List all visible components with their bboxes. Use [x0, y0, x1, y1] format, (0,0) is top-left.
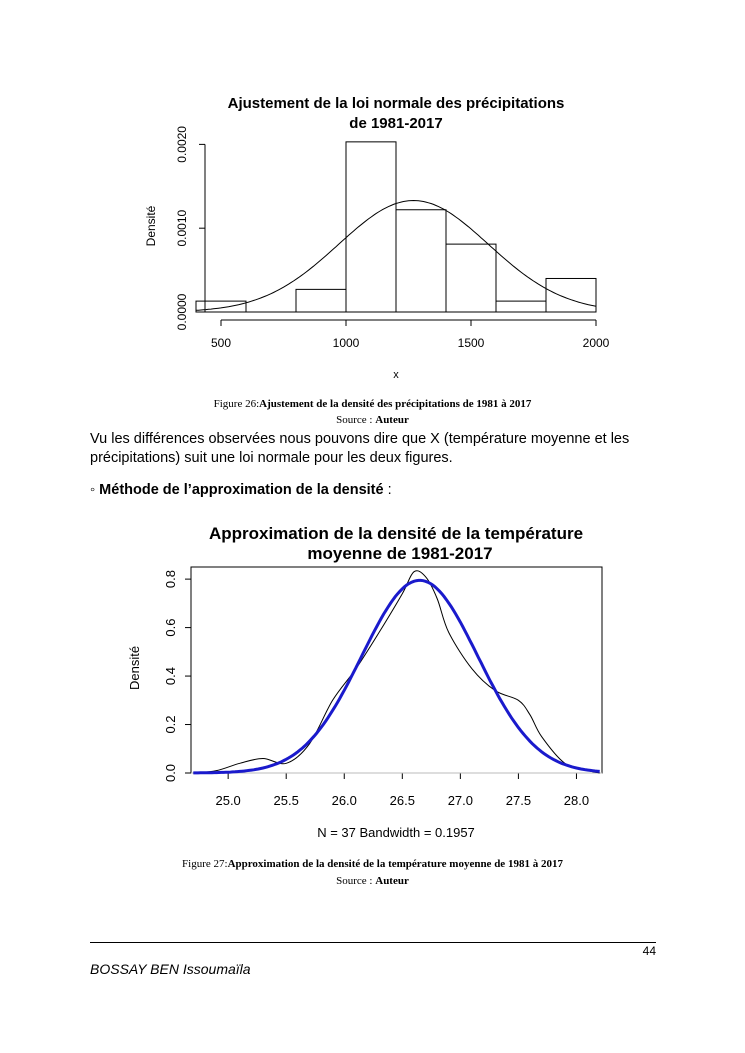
chart1-y-tick-label: 0.0010 — [175, 209, 189, 247]
figure26-source-label: Source : — [336, 414, 376, 426]
body-paragraph: Vu les différences observées nous pouvons dire que X (température moyenne et les précipitations) suit une loi normale pour les deux figures. — [90, 431, 630, 466]
chart2-xlabel: N = 37 Bandwidth = 0.1957 — [317, 825, 475, 840]
figure27-caption — [0, 858, 745, 870]
figure26-label: Figure 26: — [213, 398, 260, 410]
histogram-bar — [546, 278, 596, 312]
figure26-source-value: Auteur — [375, 414, 409, 426]
normal-fit-line — [193, 580, 599, 773]
bullet-symbol: ◦ — [90, 482, 96, 498]
figure27-source — [0, 875, 745, 887]
chart1-y-tick-label: 0.0020 — [175, 126, 189, 163]
chart2-title: Approximation de la densité de la température — [208, 524, 584, 543]
chart2-y-tick-label: 0.8 — [163, 570, 178, 589]
chart2-subtitle: moyenne de 1981-2017 — [307, 544, 493, 563]
histogram-bar — [446, 244, 496, 312]
chart1-x-tick-label: 2000 — [582, 336, 610, 350]
bullet-heading — [90, 482, 392, 498]
kernel-density-line — [193, 571, 599, 773]
chart1-x-tick-label: 1500 — [457, 336, 485, 350]
figure27-source-value: Auteur — [375, 875, 409, 887]
figure26-source — [0, 414, 745, 426]
chart1-title: Ajustement de la loi normale des précipitations — [227, 95, 565, 112]
figure27-label: Figure 27: — [182, 858, 228, 870]
chart2-x-tick-label: 27.5 — [505, 793, 532, 808]
figure26-text: Ajustement de la densité des précipitations de 1981 à 2017 — [259, 398, 532, 410]
chart1-y-tick-label: 0.0000 — [175, 293, 189, 331]
chart2-x-tick-label: 27.0 — [447, 793, 474, 808]
bullet-suffix: : — [383, 482, 392, 498]
density-chart — [0, 512, 745, 847]
chart2-plot-frame — [191, 567, 602, 773]
chart2-x-tick-label: 26.5 — [389, 793, 415, 808]
chart2-y-tick-label: 0.6 — [163, 618, 178, 637]
chart2-y-tick-label: 0.0 — [163, 763, 178, 783]
footer-divider — [90, 942, 656, 943]
chart1-xlabel: x — [393, 369, 399, 381]
page-number: 44 — [642, 944, 656, 958]
chart1-x-tick-label: 500 — [210, 336, 232, 350]
bullet-heading-text: Méthode de l’approximation de la densité — [99, 482, 384, 498]
histogram-bar — [496, 301, 546, 312]
chart1-ylabel: Densité — [144, 205, 158, 247]
chart2-ylabel: Densité — [127, 645, 142, 691]
histogram-bar — [196, 301, 246, 312]
figure26-caption — [0, 398, 745, 410]
histogram-bar — [396, 210, 446, 312]
figure27-source-label: Source : — [336, 875, 376, 887]
chart1-x-tick-label: 1000 — [332, 336, 360, 350]
figure27-text: Approximation de la densité de la température moyenne de 1981 à 2017 — [227, 858, 563, 870]
histogram-chart — [0, 80, 745, 390]
chart1-subtitle: de 1981-2017 — [349, 115, 443, 132]
histogram-bar — [346, 142, 396, 312]
chart2-y-tick-label: 0.4 — [163, 667, 178, 686]
chart2-x-tick-label: 26.0 — [331, 793, 357, 808]
footer-author: BOSSAY BEN Issoumaïla — [90, 961, 251, 977]
histogram-bar — [296, 289, 346, 312]
chart2-y-tick-label: 0.2 — [163, 715, 178, 734]
chart2-x-tick-label: 25.5 — [273, 793, 299, 808]
chart2-x-tick-label: 28.0 — [563, 793, 590, 808]
chart2-x-tick-label: 25.0 — [215, 793, 241, 808]
